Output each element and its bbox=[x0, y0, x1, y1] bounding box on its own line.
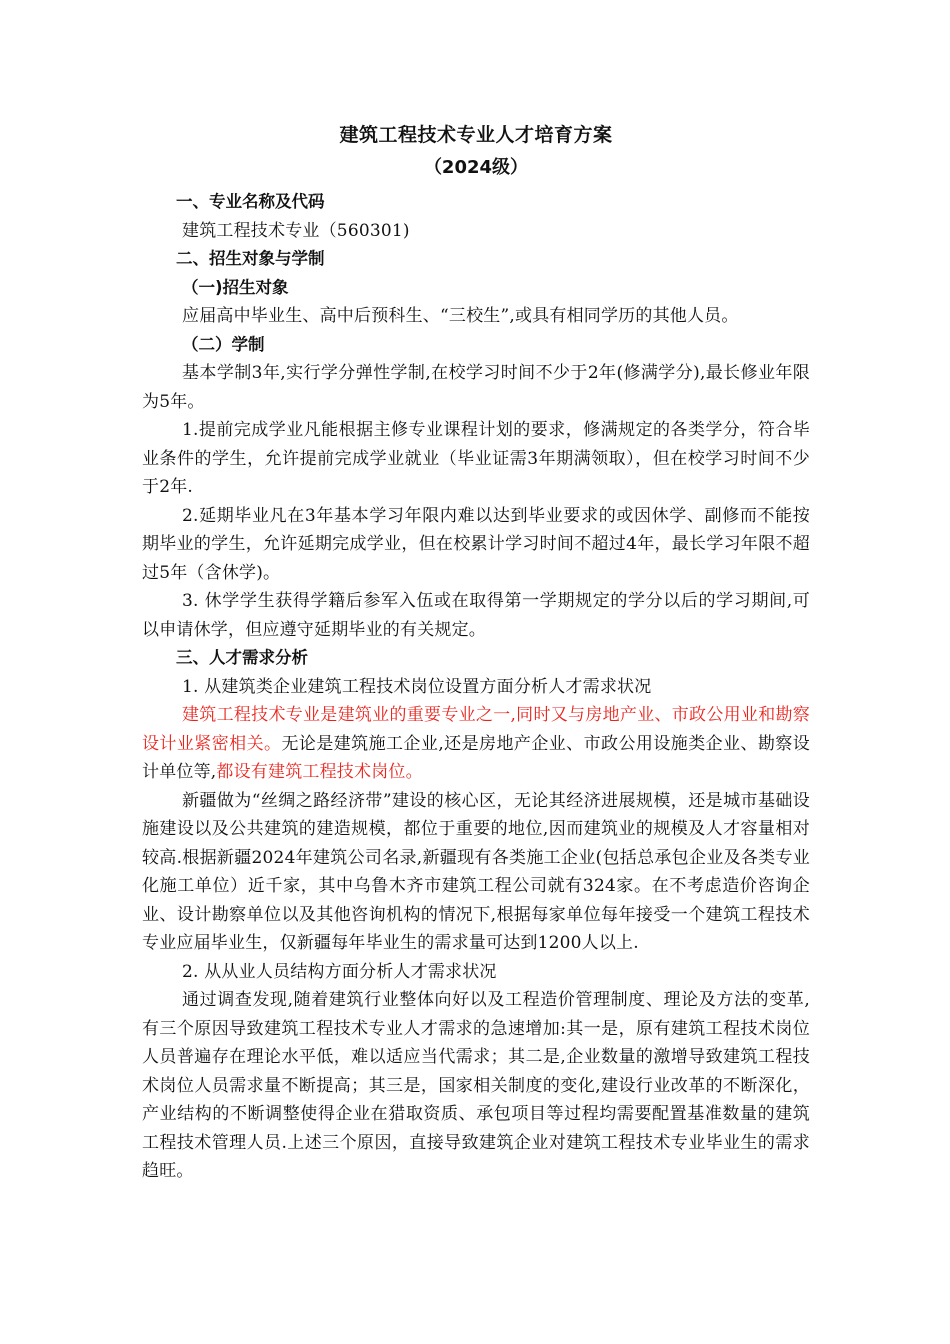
section-3-paragraph-3: 新疆做为“丝绸之路经济带”建设的核心区，无论其经济进展规模，还是城市基础设施建设以及公共建筑的建造规模，都位于重要的地位,因而建筑业的规模及人才容量相对较高.根据新疆2024年建筑公司名录,新疆现有各类施工企业(包括总承包企业及各类专业化施工单位）近千家，其中乌鲁木齐市建筑工程公司就有324家。在不考虑造价咨询企业、设计勘察单位以及其他咨询机构的情况下,根据每家单位每年接受一个建筑工程技术专业应届毕业生，仅新疆每年毕业生的需求量可达到1200人以上. bbox=[142, 790, 810, 953]
document-title: 建筑工程技术专业人才培育方案 bbox=[339, 124, 613, 146]
section-2-paragraph-2: 1.提前完成学业凡能根据主修专业课程计划的要求，修满规定的各类学分，符合毕业条件的学生，允许提前完成学业就业（毕业证需3年期满领取），但在校学习时间不少于2年. bbox=[142, 420, 810, 497]
section-3-heading: 三、人才需求分析 bbox=[176, 648, 308, 667]
section-2-heading: 二、招生对象与学制 bbox=[176, 249, 325, 268]
section-3-paragraph-1: 1. 从建筑类企业建筑工程技术岗位设置方面分析人才需求状况 bbox=[182, 676, 652, 697]
section-2-paragraph-1: 基本学制3年,实行学分弹性学制,在校学习时间不少于2年(修满学分),最长修业年限为5年。 bbox=[142, 363, 810, 412]
section-3-paragraph-5: 通过调查发现,随着建筑行业整体向好以及工程造价管理制度、理论及方法的变革,有三个原因导致建筑工程技术专业人才需求的急速增加:其一是，原有建筑工程技术岗位人员普遍存在理论水平低，难以适应当代需求；其二是,企业数量的激增导致建筑工程技术岗位人员需求量不断提高；其三是，国家相关制度的变化,建设行业改革的不断深化，产业结构的不断调整使得企业在猎取资质、承包项目等过程均需要配置基准数量的建筑工程技术管理人员.上述三个原因，直接导致建筑企业对建筑工程技术专业毕业生的需求趋旺。 bbox=[142, 990, 810, 1181]
section-1-heading: 一、专业名称及代码 bbox=[176, 192, 325, 211]
section-2-sub1-heading: （一)招生对象 bbox=[182, 277, 289, 297]
section-2-paragraph-3: 2.延期毕业凡在3年基本学习年限内难以达到毕业要求的或因休学、副修而不能按期毕业的学生，允许延期完成学业，但在校累计学习时间不超过4年，最长学习年限不超过5年（含休学)。 bbox=[142, 505, 810, 583]
normal-text: 无论是建筑施工企业,还是房地产企业、市政公用设施类企业、勘察设计单位等, bbox=[142, 733, 810, 782]
section-3-paragraph-2 bbox=[142, 701, 810, 787]
section-3-paragraph-4: 2. 从从业人员结构方面分析人才需求状况 bbox=[182, 961, 497, 982]
document-page bbox=[142, 118, 810, 1186]
section-2-paragraph-4: 3. 休学学生获得学籍后参军入伍或在取得第一学期规定的学分以后的学习期间,可以申请休学，但应遵守延期毕业的有关规定。 bbox=[142, 591, 810, 640]
section-2-sub2-heading: （二）学制 bbox=[182, 334, 265, 354]
highlight-text-1: 建筑工程技术专业是建筑业的重要专业之一,同时又与房地产业、市政公用业和勘察设计业紧密相关。 bbox=[142, 705, 810, 754]
document-subtitle: （2024级） bbox=[423, 157, 529, 178]
highlight-text-2: 都设有建筑工程技术岗位。 bbox=[216, 762, 423, 782]
section-1-body: 建筑工程技术专业（560301) bbox=[182, 220, 410, 241]
section-2-sub1-body: 应届高中毕业生、高中后预科生、“三校生”,或具有相同学历的其他人员。 bbox=[182, 306, 739, 326]
